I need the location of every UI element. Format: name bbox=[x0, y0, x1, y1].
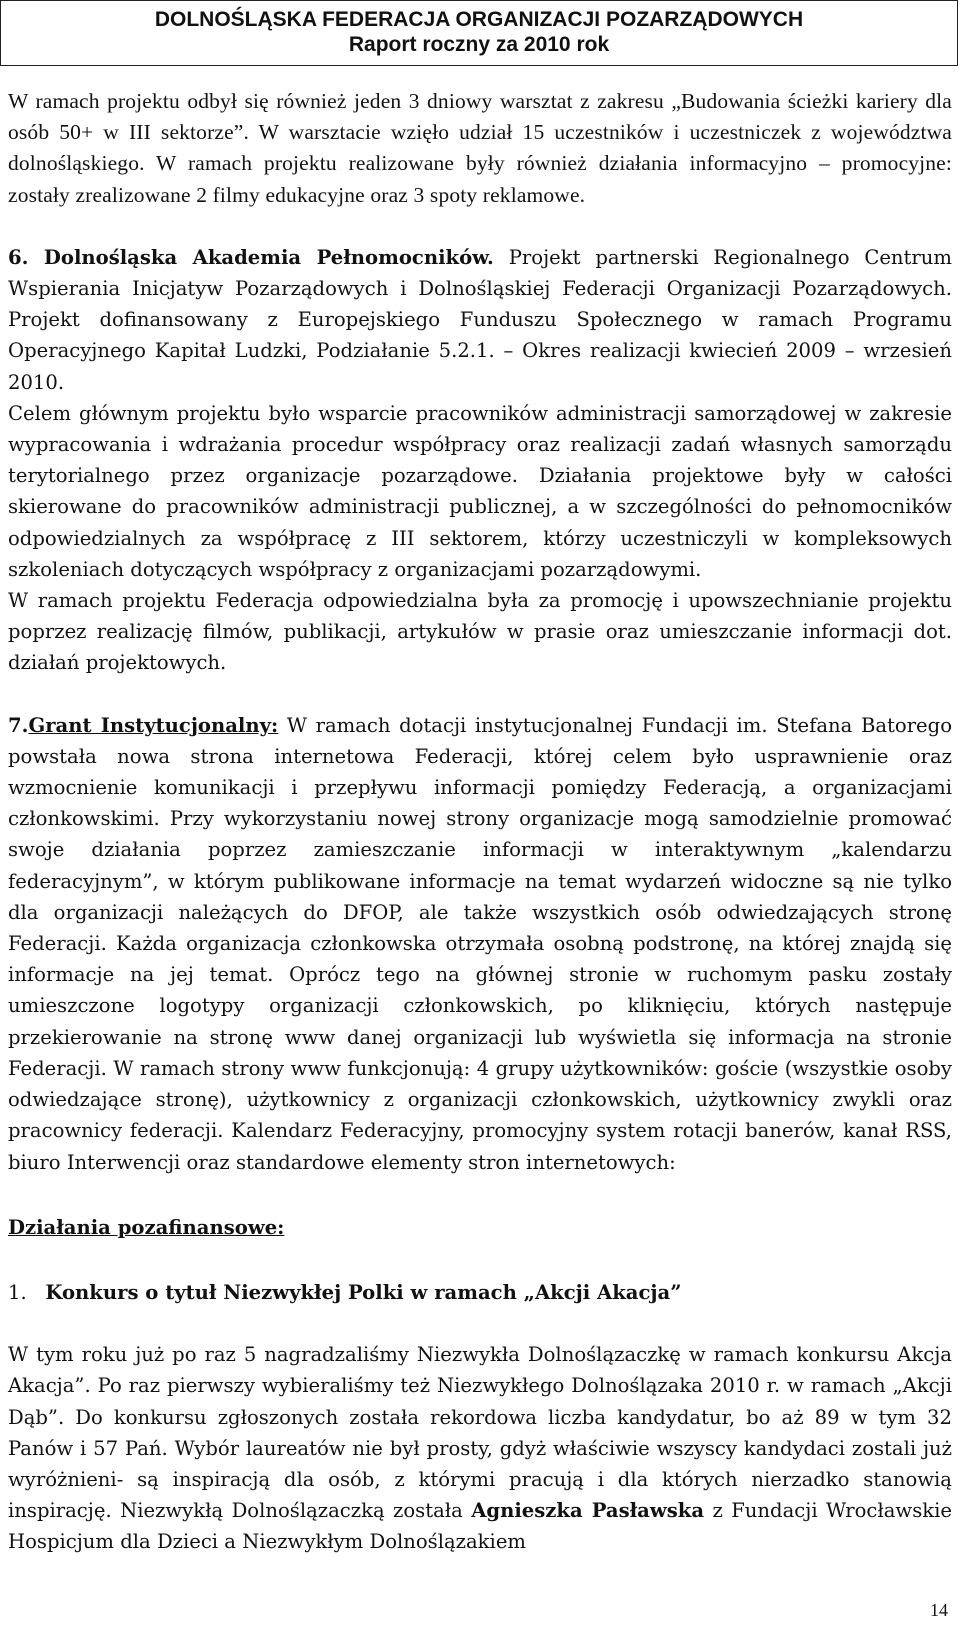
section-7-number: 7. bbox=[8, 713, 29, 737]
laureate-name: Agnieszka Pasławska bbox=[471, 1499, 705, 1523]
organization-name: DOLNOŚLĄSKA FEDERACJA ORGANIZACJI POZARZĄDOWYCH bbox=[154, 8, 804, 31]
section-6-goal: Celem głównym projektu było wsparcie pracowników administracji samorządowej w zakresie wypracowania i wdrażania procedur współpracy oraz realizacji zadań własnych samorządu terytorialnego przez organizacje pozarządowe. Działania projektowe były w całości skierowane do pracowników administracji publicznej, a w szczególności do pełnomocników odpowiedzialnych za współpracę z III sektorem, którzy uczestniczyli w kompleksowych szkoleniach dotyczących współpracy z organizacjami pozarządowymi. bbox=[8, 401, 952, 581]
section-7 bbox=[8, 710, 952, 1178]
section-6-intro: Projekt partnerski Regionalnego Centrum Wspierania Inicjatyw Pozarządowych i Dolnośląskiej Federacji Organizacji Pozarządowych. Projekt dofinansowany z Europejskiego Funduszu Społecznego w ramach Programu Operacyjnego Kapitał Ludzki, Podziałanie 5.2.1. – Okres realizacji kwiecień 2009 – wrzesień 2010. bbox=[8, 245, 952, 394]
section-7-title: Grant Instytucjonalny: bbox=[28, 713, 279, 737]
section-6 bbox=[8, 242, 952, 398]
page-number: 14 bbox=[930, 1600, 948, 1620]
section-7-text: W ramach dotacji instytucjonalnej Fundacji im. Stefana Batorego powstała nowa strona internetowa Federacji, której celem było usprawnienie oraz wzmocnienie komunikacji i przepływu informacji pomiędzy Federacją, a organizacjami członkowskimi. Przy wykorzystaniu nowej strony organizacje mogą samodzielnie promować swoje działania poprzez zamieszczanie informacji w interaktywnym „kalendarzu federacyjnym”, w którym publikowane informacje na temat wydarzeń widoczne są nie tylko dla organizacji należących do DFOP, ale także wszystkich osób odwiedzających stronę Federacji. Każda organizacja członkowska otrzymała osobną podstronę, na której znajdą się informacje na jej temat. Oprócz tego na głównej stronie w ruchomym pasku zostały umieszczone logotypy organizacji członkowskich, po kliknięciu, których następuje przekierowanie na stronę www danej organizacji lub wyświetla się informacja na stronie Federacji. W ramach strony www funkcjonują: 4 grupy użytkowników: goście (wszystkie osoby odwiedzające stronę), użytkownicy z organizacji członkowskich, użytkownicy zwykli oraz pracownicy federacji. Kalendarz Federacyjny, promocyjny system rotacji banerów, kanał RSS, biuro Interwencji oraz standardowe elementy stron internetowych: bbox=[8, 713, 952, 1174]
item-1-heading bbox=[8, 1277, 952, 1308]
item-1-text: W tym roku już po raz 5 nagradzaliśmy Niezwykła Dolnoślązaczkę w ramach konkursu Akcja Akacja”. Po raz pierwszy wybieraliśmy też Niezwykłego Dolnoślązaka 2010 r. w ramach „Akcji Dąb”. Do konkursu zgłoszonych została rekordowa liczba kandydatur, bo aż 89 w tym 32 Panów i 57 Pań. Wybór laureatów nie był prosty, gdyż właściwie wszyscy kandydaci zostali już wyróżnieni- są inspiracją dla osób, z którymi pracują i dla których nierzadko stanowią inspirację. Niezwykłą Dolnoślązaczką została Agnieszka Pasławska z Fundacji Wrocławskie Hospicjum dla Dzieci a Niezwykłym Dolnoślązakiem bbox=[8, 1343, 952, 1554]
report-header bbox=[0, 0, 958, 66]
paragraph-workshop: W ramach projektu odbył się również jeden 3 dniowy warsztat z zakresu „Budowania ścieżki kariery dla osób 50+ w III sektorze”. W warsztacie wzięło udział 15 uczestników i uczestniczek z województwa dolnośląskiego. W ramach projektu realizowane były również działania informacyjno – promocyjne: zostały zrealizowane 2 filmy edukacyjne oraz 3 spoty reklamowe. bbox=[8, 89, 952, 207]
item-1-title: Konkurs o tytuł Niezwykłej Polki w ramach „Akcji Akacja” bbox=[45, 1280, 682, 1304]
nonfinancial-heading: Działania pozafinansowe: bbox=[8, 1215, 285, 1239]
item-1-number: 1. bbox=[8, 1280, 27, 1304]
section-6-promotion: W ramach projektu Federacja odpowiedzialna była za promocję i upowszechnianie projektu poprzez realizację filmów, publikacji, artykułów w prasie oraz umieszczanie informacji dot. działań projektowych. bbox=[8, 589, 952, 675]
section-6-title: 6. Dolnośląska Akademia Pełnomocników. bbox=[8, 245, 494, 269]
document-body bbox=[8, 86, 952, 1558]
report-title: Raport roczny za 2010 rok bbox=[348, 33, 610, 56]
